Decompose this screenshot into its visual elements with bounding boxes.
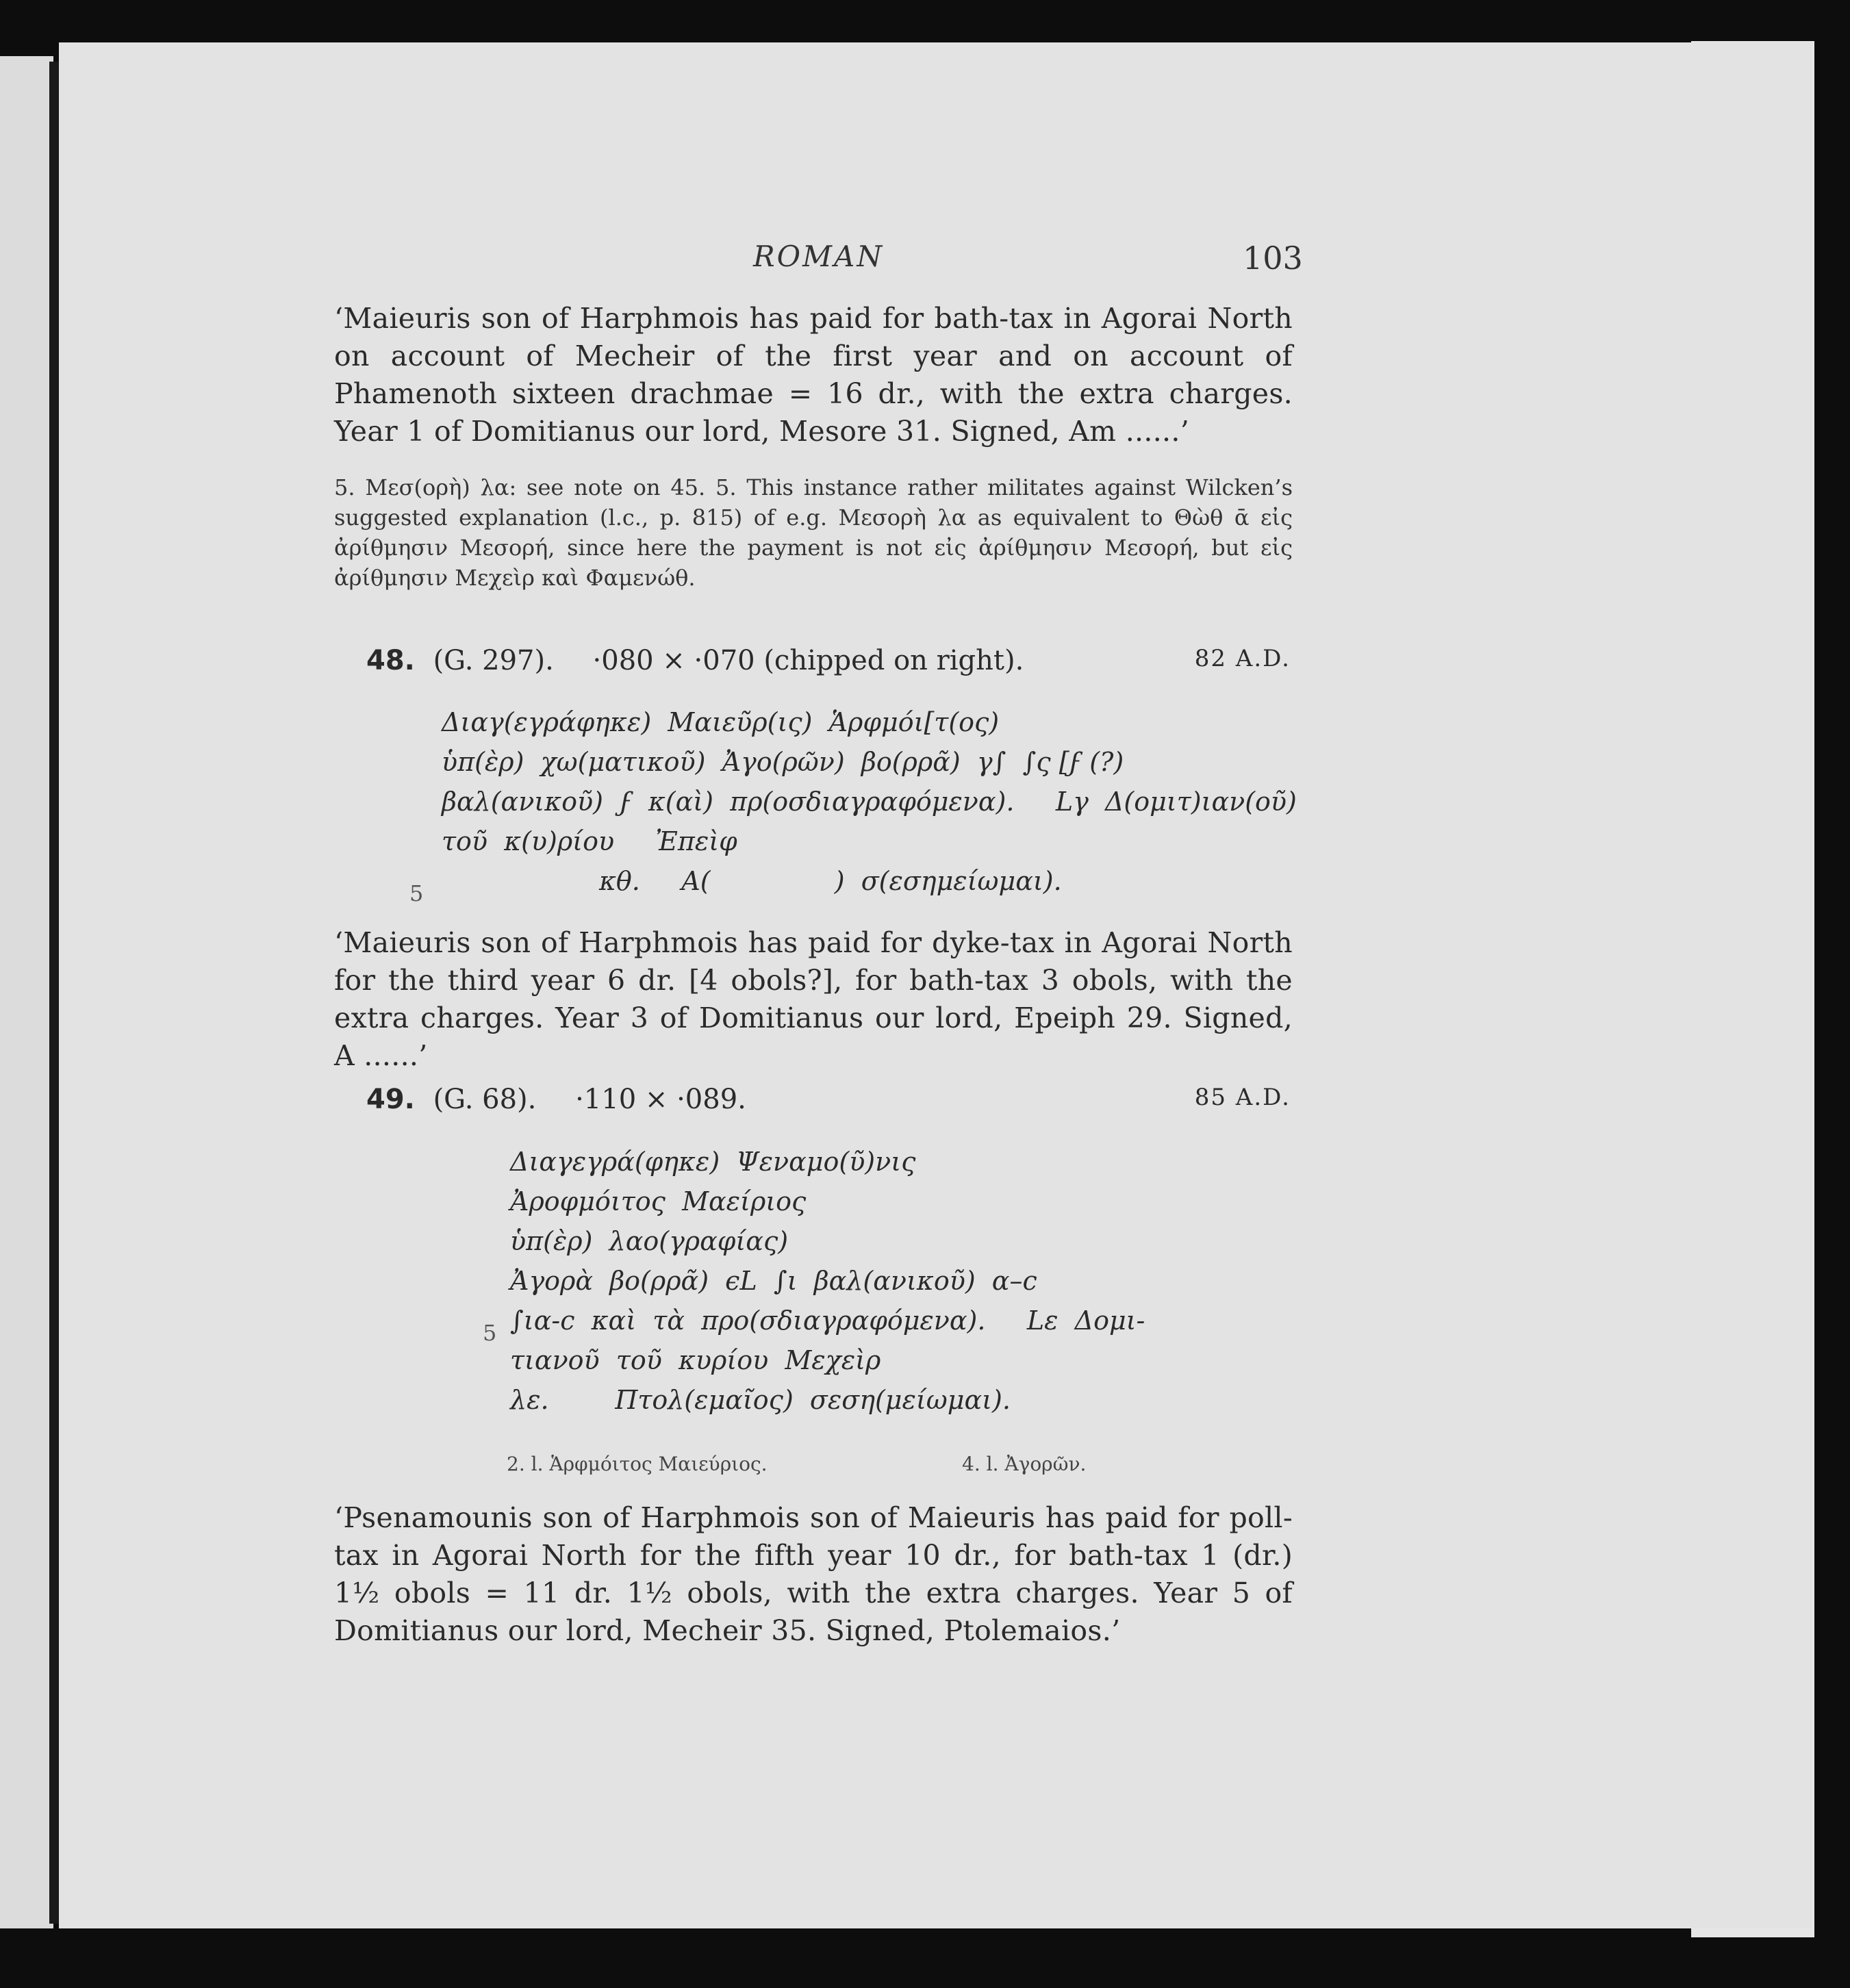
entry-dimensions: ·080 × ·070 (chipped on right). <box>592 645 1024 676</box>
running-title: ROMAN <box>753 240 885 273</box>
book-gutter <box>49 62 59 1924</box>
greek-line: τιανοῦ τοῦ κυρίου Μεχεὶρ <box>510 1345 881 1375</box>
greek-line: Διαγ(εγράφηκε) Μαιεῦρ(ις) Ἁρφμόι[τ(ος) <box>442 707 1000 737</box>
critical-note: 2. l. Ἁρφμόιτος Μαιεύριος. <box>507 1453 768 1475</box>
entry-number: 48. <box>366 645 415 676</box>
commentary-note: 5. Μεσ(ορὴ) λα: see note on 45. 5. This instance rather militates against Wilcken’s suggested explanation (l.c., p. 815) of e.g. Μεσορὴ λα as equivalent to Θὼθ ᾱ εἰς ἀρίθμησιν Μεσορή, since here the payment is not εἰς ἀρίθμησιν Μεσορή, but εἰς ἀρίθμησιν Μεχεὶρ καὶ Φαμενώθ. <box>334 474 1293 591</box>
greek-line: Ἀροφμόιτος Μαείριος <box>510 1186 807 1216</box>
greek-line: κθ. Α( ) σ(εσημείωμαι). <box>599 866 1062 896</box>
entry-ref: (G. 68). <box>433 1084 537 1115</box>
greek-line: Διαγεγρά(φηκε) Ψεναμο(ῦ)νις <box>510 1147 916 1177</box>
greek-line: ὑπ(ὲρ) λαο(γραφίας) <box>510 1226 789 1256</box>
translation-48 <box>334 924 1293 1075</box>
translation-47 <box>334 300 1293 450</box>
entry-49-header <box>366 1084 1291 1115</box>
greek-line: Ἀγορὰ βο(ρρᾶ) ϵL ∫ι βαλ(ανικοῦ) α–c <box>510 1266 1037 1296</box>
greek-line: λε. Πτολ(εμαῖος) σεση(μείωμαι). <box>510 1385 1011 1415</box>
greek-line: βαλ(ανικοῦ) ϝ κ(αὶ) πρ(οσδιαγραφόμενα). Lγ Δ(ομιτ)ιαν(οῦ) <box>442 787 1297 817</box>
entry-dimensions: ·110 × ·089. <box>575 1084 746 1115</box>
translation-49 <box>334 1499 1293 1650</box>
entry-date: 82 A.D. <box>1194 645 1291 672</box>
line-number: 5 <box>409 880 424 906</box>
entry-number: 49. <box>366 1084 415 1115</box>
page-number: 103 <box>1243 240 1303 277</box>
entry-ref: (G. 297). <box>433 645 554 676</box>
entry-48-header <box>366 645 1291 676</box>
left-page-edge <box>0 56 53 1928</box>
greek-line: ∫ια-c καὶ τὰ προ(σδιαγραφόμενα). Lε Δομι- <box>510 1305 1145 1336</box>
greek-line: ὑπ(ὲρ) χω(ματικοῦ) Ἀγο(ρῶν) βο(ρρᾶ) γ∫ ∫ς [ϝ (?) <box>442 747 1124 777</box>
translation-paragraph: ‘Psenamounis son of Harphmois son of Maieuris has paid for poll-tax in Agorai North for the fifth year 10 dr., for bath-tax 1 (dr.) 1½ obols = 11 dr. 1½ obols, with the extra charges. Year 5 of Domitianus our lord, Mecheir 35. Signed, Ptolemaios.’ <box>334 1501 1293 1647</box>
greek-line: τοῦ κ(υ)ρίου Ἐπεὶφ <box>442 826 737 856</box>
entry-49-greek-text <box>510 1142 1145 1420</box>
translation-paragraph: ‘Maieuris son of Harphmois has paid for bath-tax in Agorai North on account of Mecheir of the first year and on account of Phamenoth sixteen drachmae = 16 dr., with the extra charges. Year 1 of Domitianus our lord, Mesore 31. Signed, Am ......’ <box>334 302 1293 448</box>
line-number: 5 <box>483 1320 497 1346</box>
entry-48-greek-text <box>442 702 1297 901</box>
translation-paragraph: ‘Maieuris son of Harphmois has paid for dyke-tax in Agorai North for the third year 6 dr. [4 obols?], for bath-tax 3 obols, with the extra charges. Year 3 of Domitianus our lord, Epeiph 29. Signed, A ......’ <box>334 926 1293 1072</box>
critical-note: 4. l. Ἀγορῶν. <box>962 1453 1087 1475</box>
note-47 <box>334 472 1293 593</box>
entry-date: 85 A.D. <box>1194 1084 1291 1111</box>
